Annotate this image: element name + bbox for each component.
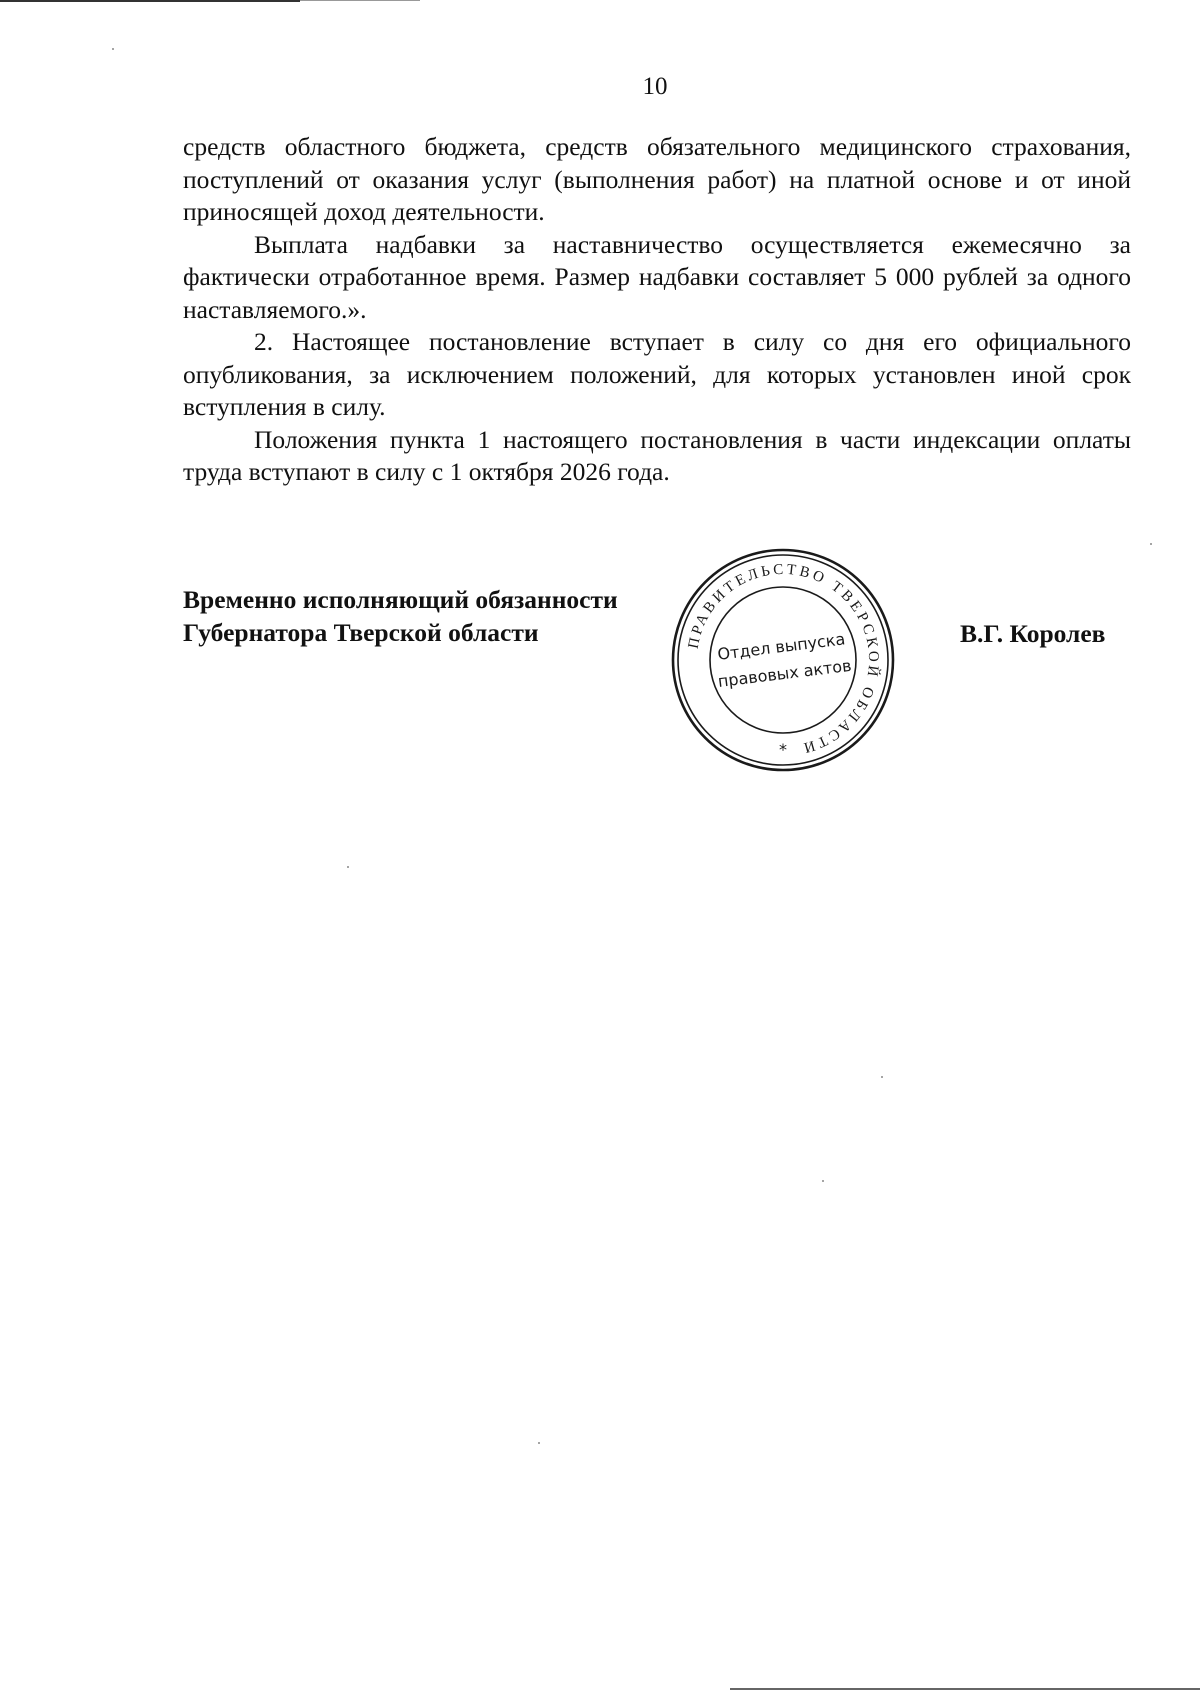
signature-position-line1: Временно исполняющий обязанности — [183, 585, 618, 614]
signature-position-line2: Губернатора Тверской области — [183, 618, 539, 647]
scan-speck — [538, 1442, 540, 1444]
paragraph-indexation: Положения пункта 1 настоящего постановления в части индексации оплаты труда вступают в силу с 1 октября 2026 года. — [183, 424, 1131, 486]
paragraph-effective-date: 2. Настоящее постановление вступает в силу со дня его официального опубликования, за исключением положений, для которых установлен иной срок вступления в силу. — [183, 327, 1131, 421]
paragraph-mentoring-bonus: Выплата надбавки за наставничество осуществляется ежемесячно за фактически отработанное время. Размер надбавки составляет 5 000 рублей за одного наставляемого.». — [183, 229, 1131, 324]
stamp-outer-ring — [673, 550, 893, 770]
scan-edge-top-faint — [300, 0, 420, 1]
stamp-center-line1: Отдел выпуска — [716, 629, 847, 664]
stamp-star: * — [779, 740, 787, 759]
stamp-center-line2: правовых актов — [716, 655, 853, 692]
scan-edge-bottom — [730, 1688, 1200, 1690]
stamp-ring-text: ПРАВИТЕЛЬСТВО ТВЕРСКОЙ ОБЛАСТИ — [685, 561, 882, 757]
scan-speck — [881, 1076, 883, 1078]
document-body — [183, 131, 1131, 489]
scan-edge-top — [0, 0, 300, 2]
scan-speck — [112, 48, 114, 50]
paragraph-continuation: средств областного бюджета, средств обязательного медицинского страхования, поступлений от оказания услуг (выполнения работ) на платной основе и от иной приносящей доход деятельности. — [183, 132, 1131, 226]
scan-speck — [822, 1180, 824, 1182]
scan-speck — [347, 866, 349, 868]
scan-speck — [1150, 543, 1152, 545]
signature-name: В.Г. Королев — [960, 619, 1106, 648]
signature-position — [183, 583, 618, 649]
official-stamp — [668, 545, 898, 775]
page-number: 10 — [642, 73, 668, 100]
